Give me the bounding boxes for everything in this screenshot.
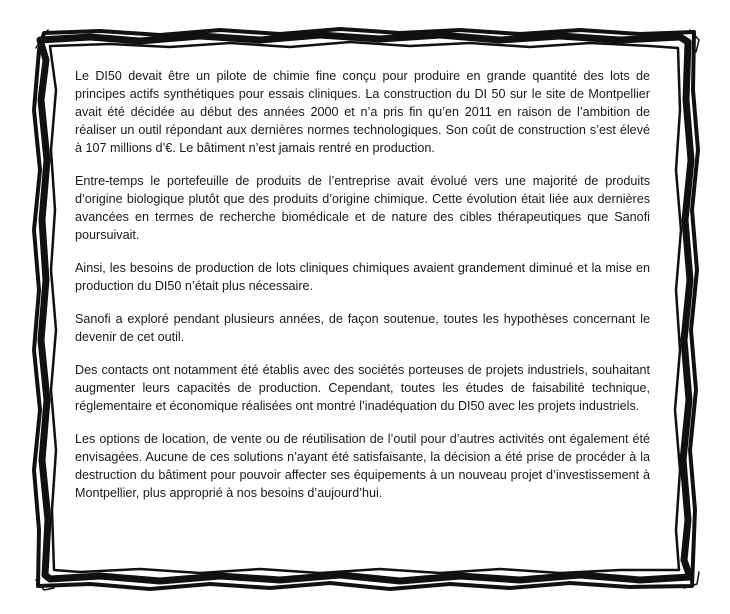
paragraph-5: Des contacts ont notamment été établis avec des sociétés porteuses de projets industriels, souhaitant augmenter leurs capacités de production. Cependant, toutes les études de faisabilité technique, réglementaire et économique réalisées ont montré l’inadéquation du DI50 avec les projets industriels.	[75, 363, 650, 413]
paragraph-3: Ainsi, les besoins de production de lots cliniques chimiques avaient grandement diminué et la mise en production du DI50 n’était plus nécessaire.	[75, 261, 650, 293]
document-text	[75, 67, 650, 517]
paragraph-2: Entre-temps le portefeuille de produits de l’entreprise avait évolué vers une majorité de produits d’origine biologique plutôt que des produits d’origine chimique. Cette évolution était liée aux dernières avancées en termes de recherche biomédicale et de nature des cibles thérapeutiques que Sanofi poursuivait.	[75, 174, 650, 242]
paragraph-1: Le DI50 devait être un pilote de chimie fine conçu pour produire en grande quantité des lots de principes actifs synthétiques pour essais cliniques. La construction du DI 50 sur le site de Montpellier avait été décidée au début des années 2000 et n’a pris fin qu’en 2011 en raison de l’ambition de réaliser un outil répondant aux dernières normes technologiques. Son coût de construction s’est élevé à 107 millions d’€. Le bâtiment n’est jamais rentré en production.	[75, 69, 650, 155]
paragraph-6: Les options de location, de vente ou de réutilisation de l’outil pour d’autres activités ont également été envisagées. Aucune de ces solutions n’ayant été satisfaisante, la décision a été prise de procéder à la destruction du bâtiment pour pouvoir affecter ses équipements à un nouveau projet d’investissement à Montpellier, plus approprié à nos besoins d’aujourd’hui.	[75, 432, 650, 500]
paragraph-4: Sanofi a exploré pendant plusieurs années, de façon soutenue, toutes les hypothèses concernant le devenir de cet outil.	[75, 312, 650, 344]
